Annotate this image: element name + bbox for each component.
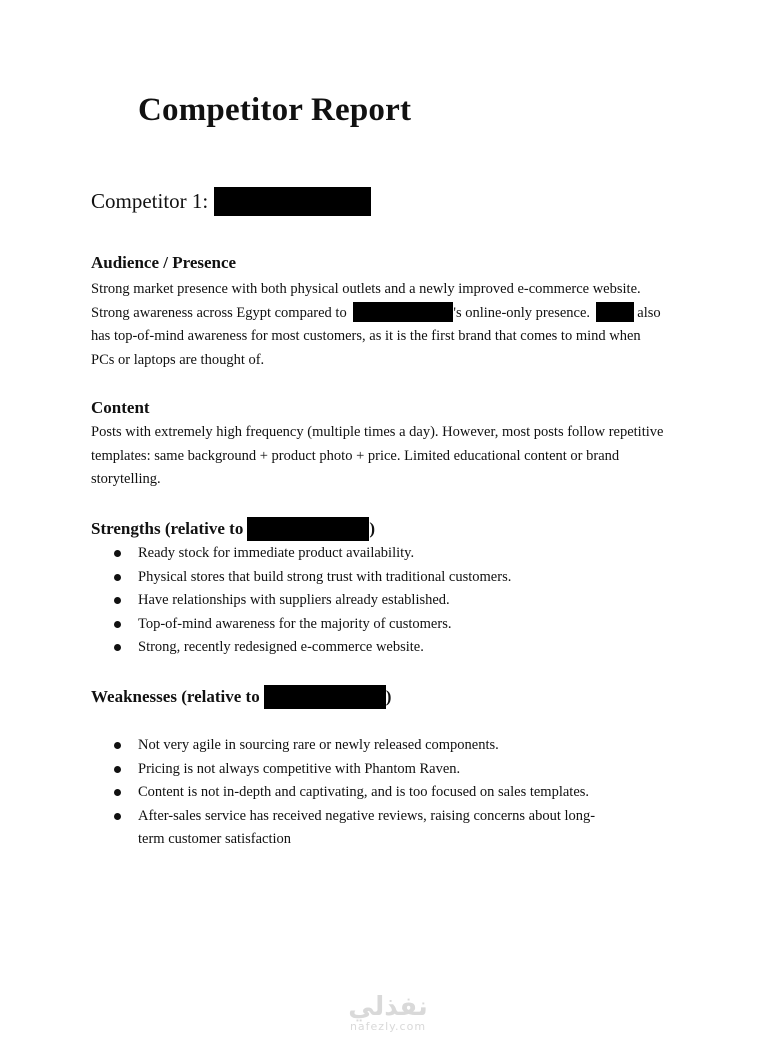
audience-paragraph [91, 278, 691, 372]
weakness-item: After-sales service has received negative reviews, raising concerns about long-term customer satisfaction [91, 805, 691, 852]
bullet-icon [114, 597, 121, 604]
weaknesses-heading-suffix: ) [385, 687, 392, 706]
strength-item: Physical stores that build strong trust with traditional customers. [91, 566, 691, 590]
bullet-icon [114, 621, 121, 628]
bullet-icon [114, 550, 121, 557]
strength-item: Top-of-mind awareness for the majority of customers. [91, 613, 691, 637]
audience-line-3: has top-of-mind awareness for most customers, as it is the first brand that comes to mind when [91, 328, 641, 344]
audience-line-4: PCs or laptops are thought of. [91, 351, 265, 368]
bullet-icon [114, 574, 121, 581]
bullet-icon [114, 766, 121, 773]
strengths-heading-suffix: ) [369, 519, 376, 538]
bullet-icon [114, 813, 121, 820]
weaknesses-heading-prefix: Weaknesses (relative to [91, 687, 260, 706]
competitor-heading [91, 186, 371, 216]
weakness-item: Content is not in-depth and captivating, and is too focused on sales templates. [91, 781, 691, 805]
redacted-brand-2 [596, 302, 634, 322]
audience-line-2-after: also [637, 304, 661, 321]
strengths-heading-prefix: Strengths (relative to [91, 519, 244, 538]
redacted-brand-1 [353, 302, 453, 322]
report-title: Competitor Report [138, 92, 412, 128]
competitor-heading-label: Competitor 1: [91, 189, 209, 213]
audience-line-2-mid: 's online-only presence. [453, 304, 591, 321]
redacted-strengths-competitor [247, 517, 369, 541]
redacted-competitor-name [214, 187, 371, 216]
redacted-weaknesses-competitor [264, 685, 386, 709]
weaknesses-list [91, 734, 691, 852]
strength-item: Strong, recently redesigned e-commerce website. [91, 636, 691, 660]
content-paragraph: Posts with extremely high frequency (multiple times a day). However, most posts follow repetitive templates: same background + product photo + price. Limited educational content or brand storytelling. [91, 424, 664, 487]
bullet-icon [114, 742, 121, 749]
audience-line-1: Strong market presence with both physical outlets and a newly improved e-commerce website. [91, 281, 641, 297]
watermark [338, 993, 438, 1033]
weaknesses-heading [91, 685, 391, 709]
weakness-item: Not very agile in sourcing rare or newly released components. [91, 734, 691, 758]
bullet-icon [114, 789, 121, 796]
content-heading: Content [91, 398, 150, 417]
strength-item: Ready stock for immediate product availability. [91, 542, 691, 566]
weakness-item: Pricing is not always competitive with Phantom Raven. [91, 758, 691, 782]
audience-line-2 [91, 302, 691, 326]
watermark-logo: نفذلي [348, 992, 428, 1022]
audience-line-2-before: Strong awareness across Egypt compared to [91, 304, 347, 321]
watermark-site: nafezly.com [349, 1020, 427, 1033]
bullet-icon [114, 644, 121, 651]
strengths-heading [91, 517, 375, 541]
audience-heading: Audience / Presence [91, 253, 237, 272]
strengths-list [91, 542, 691, 660]
strength-item: Have relationships with suppliers already established. [91, 589, 691, 613]
